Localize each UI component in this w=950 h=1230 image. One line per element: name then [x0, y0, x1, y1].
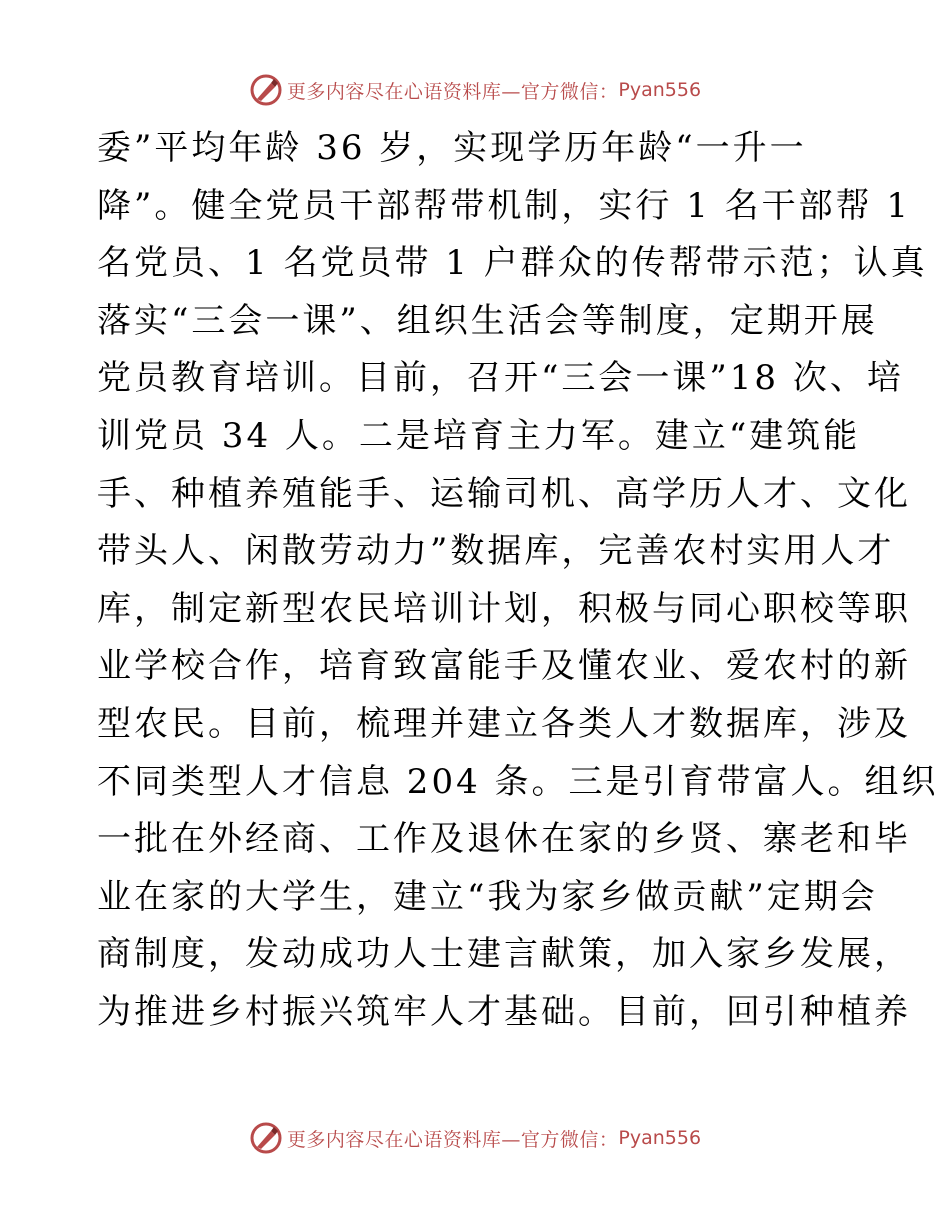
body-line: 党员教育培训。目前，召开“三会一课”18 次、培	[97, 358, 904, 399]
body-line: 训党员 34 人。二是培育主力军。建立“建筑能	[97, 415, 861, 456]
pen-logo-icon	[249, 73, 283, 107]
body-line: 业学校合作，培育致富能手及懂农业、爱农村的新	[97, 646, 911, 687]
body-line: 商制度，发动成功人士建言献策，加入家乡发展，	[97, 934, 911, 975]
body-line: 名党员、1 名党员带 1 户群众的传帮带示范；认真	[97, 243, 928, 284]
watermark-text: 更多内容尽在心语资料库—官方微信：	[286, 1128, 619, 1151]
header-watermark	[0, 70, 950, 110]
body-line: 落实“三会一课”、组织生活会等制度，定期开展	[97, 300, 878, 341]
pen-logo-icon	[249, 1121, 283, 1155]
body-line: 业在家的大学生，建立“我为家乡做贡献”定期会	[97, 876, 878, 917]
body-line: 为推进乡村振兴筑牢人才基础。目前，回引种植养	[97, 991, 911, 1032]
document-body	[97, 120, 939, 1042]
body-line: 型农民。目前，梳理并建立各类人才数据库，涉及	[97, 703, 911, 744]
body-line: 一批在外经商、工作及退休在家的乡贤、寨老和毕	[97, 819, 911, 860]
body-line: 不同类型人才信息 204 条。三是引育带富人。组织	[97, 761, 939, 802]
body-line: 库，制定新型农民培训计划，积极与同心职校等职	[97, 588, 911, 629]
watermark-account: Pyan556	[618, 1127, 702, 1149]
body-line: 委”平均年龄 36 岁，实现学历年龄“一升一	[97, 128, 807, 168]
watermark-account: Pyan556	[618, 79, 702, 101]
body-line: 带头人、闲散劳动力”数据库，完善农村实用人才	[97, 531, 895, 572]
footer-watermark	[0, 1118, 950, 1158]
watermark-text: 更多内容尽在心语资料库—官方微信：	[286, 80, 619, 103]
body-line: 手、种植养殖能手、运输司机、高学历人才、文化	[97, 473, 911, 514]
body-line: 降”。健全党员干部帮带机制，实行 1 名干部帮 1	[97, 185, 912, 226]
